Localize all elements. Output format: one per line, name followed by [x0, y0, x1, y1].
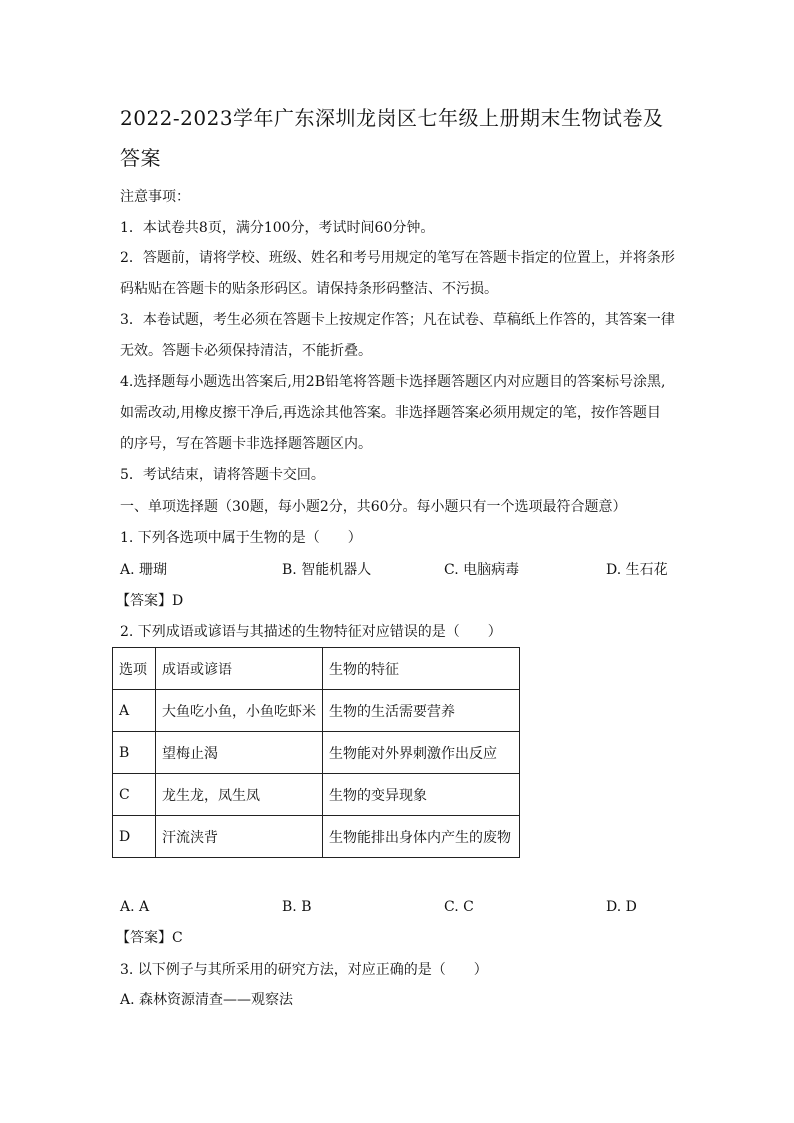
table-cell: 大鱼吃小鱼，小鱼吃虾米: [156, 690, 323, 732]
q2-option-d: D. D: [606, 899, 637, 915]
table-cell: C: [113, 774, 156, 816]
question-3-option-a: A. 森林资源清查——观察法: [120, 992, 294, 1008]
notice-line-5: 无效。答题卡必须保持清洁，不能折叠。: [120, 343, 372, 359]
notice-line-2: 2．答题前，请将学校、班级、姓名和考号用规定的笔写在答题卡指定的位置上，并将条形: [120, 250, 675, 266]
notice-line-6: 4.选择题每小题选出答案后,用2B铅笔将答题卡选择题答题区内对应题目的答案标号涂黑,: [120, 374, 666, 390]
q1-option-d: D. 生石花: [606, 562, 668, 578]
question-1-answer: 【答案】D: [116, 593, 184, 609]
notice-line-7: 如需改动,用橡皮擦干净后,再选涂其他答案。非选择题答案必须用规定的笔，按作答题目: [120, 405, 661, 421]
q1-option-c: C. 电脑病毒: [444, 562, 520, 578]
document-title-line-1: 2022-2023学年广东深圳龙岗区七年级上册期末生物试卷及: [120, 106, 664, 130]
table-cell: 望梅止渴: [156, 732, 323, 774]
question-2-stem: 2. 下列成语或谚语与其描述的生物特征对应错误的是（ ）: [120, 624, 502, 640]
section-heading: 一、单项选择题（30题，每小题2分，共60分。每小题只有一个选项最符合题意）: [120, 499, 627, 515]
table-row: [113, 774, 520, 816]
table-row: [113, 690, 520, 732]
table-header-row: [113, 648, 520, 690]
q1-option-b: B. 智能机器人: [282, 562, 372, 578]
notice-line-4: 3．本卷试题，考生必须在答题卡上按规定作答；凡在试卷、草稿纸上作答的，其答案一律: [120, 312, 675, 328]
table-row: [113, 732, 520, 774]
table-header-cell: 成语或谚语: [156, 648, 323, 690]
table-cell: 生物的变异现象: [323, 774, 520, 816]
table-row: [113, 816, 520, 858]
notice-line-1: 1．本试卷共8页，满分100分，考试时间60分钟。: [120, 220, 435, 236]
table-cell: 生物能排出身体内产生的废物: [323, 816, 520, 858]
q2-option-a: A. A: [120, 899, 150, 915]
notice-line-9: 5．考试结束，请将答题卡交回。: [120, 467, 325, 483]
question-2-answer: 【答案】C: [116, 930, 183, 946]
notice-line-3: 码粘贴在答题卡的贴条形码区。请保持条形码整洁、不污损。: [120, 281, 498, 297]
q2-option-b: B. B: [282, 899, 312, 915]
document-title-line-2: 答案: [120, 146, 161, 170]
table-header-cell: 生物的特征: [323, 648, 520, 690]
q1-option-a: A. 珊瑚: [120, 562, 168, 578]
table-cell: D: [113, 816, 156, 858]
table-header-cell: 选项: [113, 648, 156, 690]
q2-option-c: C. C: [444, 899, 474, 915]
notice-heading: 注意事项：: [120, 189, 190, 205]
question-2-table: [112, 647, 520, 858]
table-cell: B: [113, 732, 156, 774]
table-cell: 汗流浃背: [156, 816, 323, 858]
notice-line-8: 的序号，写在答题卡非选择题答题区内。: [120, 436, 372, 452]
question-1-stem: 1. 下列各选项中属于生物的是（ ）: [120, 530, 362, 546]
question-3-stem: 3. 以下例子与其所采用的研究方法，对应正确的是（ ）: [120, 962, 488, 978]
table-cell: A: [113, 690, 156, 732]
table-cell: 生物的生活需要营养: [323, 690, 520, 732]
table-cell: 生物能对外界刺激作出反应: [323, 732, 520, 774]
table-cell: 龙生龙，凤生凤: [156, 774, 323, 816]
